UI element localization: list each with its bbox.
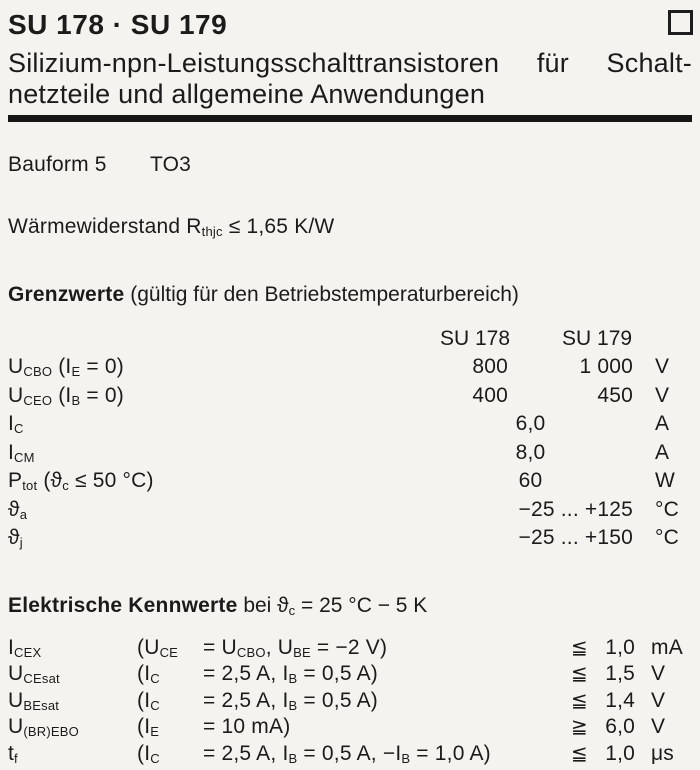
value-shared: 8,0 (515, 440, 546, 464)
table-row (8, 496, 692, 525)
subscript: CBO (23, 363, 53, 379)
subscript: CBO (236, 644, 266, 660)
row-unit: A (655, 440, 670, 464)
subscript: j (19, 534, 23, 550)
subscript: a (19, 506, 28, 522)
subscript: c (62, 477, 69, 493)
limits-heading-rest: (gültig für den Betriebstemperaturbereich) (130, 283, 519, 306)
value-shared: −25 ... +150 (518, 526, 633, 549)
table-row (8, 661, 692, 688)
row-value: 1,0 (605, 741, 635, 765)
subscript: CM (14, 449, 35, 465)
relation-sign: ≦ (571, 636, 588, 659)
subscript: B (71, 392, 81, 408)
package-value: TO3 (150, 153, 192, 176)
subscript: CEO (23, 392, 53, 408)
row-unit: °C (655, 497, 679, 521)
row-symbol: $I_C$ (8, 412, 24, 436)
condition-symbol: ($I_E$ (137, 715, 160, 740)
subscript: E (150, 724, 160, 740)
characteristics-section-heading (8, 594, 692, 618)
column-header-su178: SU 178 (440, 327, 511, 350)
row-unit: °C (655, 526, 679, 549)
subscript: C (150, 750, 160, 766)
row-symbol: $ϑ_j$ (8, 526, 23, 550)
limits-column-headers (8, 327, 692, 351)
row-value: 1,0 (605, 635, 635, 659)
subscript: B (288, 670, 298, 686)
row-symbol: $t_f$ (8, 741, 18, 766)
table-row (8, 524, 692, 553)
subscript: c (288, 602, 296, 618)
subscript: CEsat (23, 670, 60, 686)
row-unit: V (655, 355, 670, 378)
relation-sign: ≦ (571, 663, 588, 686)
row-unit: mA (651, 635, 683, 659)
characteristics-heading-bold: Elektrische Kennwerte (8, 593, 238, 617)
table-row (8, 741, 692, 768)
row-value: 6,0 (605, 715, 635, 739)
condition-values: = 2,5 A, $I_B = 0,5$ A) (203, 662, 378, 686)
limits-section-heading (8, 283, 692, 307)
row-symbol: $I_{CM}$ (8, 440, 35, 465)
limits-heading-bold: Grenzwerte (8, 283, 125, 306)
horizontal-rule (8, 115, 692, 122)
subscript: C (150, 670, 160, 686)
subscript: thjc (201, 223, 223, 239)
table-row (8, 688, 692, 715)
row-value: 1,5 (605, 662, 635, 686)
relation-sign: ≦ (571, 742, 588, 765)
page-title: SU 178 · SU 179 (8, 9, 228, 40)
subscript: B (288, 750, 298, 766)
condition-values: = 10 mA) (203, 715, 291, 739)
row-unit: μs (651, 741, 674, 765)
table-row (8, 439, 692, 468)
subscript: (BR)EBO (23, 724, 80, 740)
table-row (8, 353, 692, 382)
value-su178: 800 (472, 355, 508, 378)
relation-sign: ≧ (571, 716, 588, 739)
row-symbol: $ϑ_a$ (8, 497, 28, 522)
subtitle-line-1: Silizium-npn-Leistungsschalttransistoren für Schalt- (8, 48, 692, 78)
row-symbol: $P_{tot}$ ($ϑ_c \le 50$ °C) (8, 469, 154, 493)
subscript: C (14, 420, 24, 436)
package-label: Bauform 5 (8, 153, 107, 176)
table-row (8, 714, 692, 741)
characteristics-heading-rest: bei $ϑ_c = 25$ °C − 5 K (243, 593, 428, 618)
row-symbol: $U_{CBO}$ $(I_E = 0)$ (8, 355, 124, 379)
column-header-su179: SU 179 (562, 327, 633, 350)
table-row (8, 410, 692, 439)
row-unit: V (651, 688, 666, 712)
row-value: 1,4 (605, 688, 635, 712)
thermal-resistance-line: Wärmewiderstand $R_{thjc} \le 1,65$ K/W (8, 215, 335, 239)
condition-symbol: ($I_C$ (137, 741, 160, 766)
table-row (8, 382, 692, 411)
subscript: BE (293, 644, 311, 660)
condition-values: = 2,5 A, $I_B = 0,5$ A, $-I_B = 1,0$ A) (203, 741, 491, 766)
subscript: tot (22, 477, 38, 493)
value-shared: 60 (518, 469, 543, 492)
row-unit: V (655, 383, 670, 407)
table-row (8, 635, 692, 662)
subscript: BEsat (23, 697, 60, 713)
limits-table-body (8, 353, 692, 553)
subscript: f (14, 750, 18, 766)
condition-symbol: ($I_C$ (137, 688, 160, 713)
row-symbol: $U_{BEsat}$ (8, 688, 60, 713)
subtitle-line-2: netzteile und allgemeine Anwendungen (8, 79, 486, 109)
value-su179: 1 000 (579, 355, 633, 378)
row-unit: V (651, 662, 666, 686)
row-unit: V (651, 715, 666, 739)
condition-symbol: ($I_C$ (137, 662, 160, 686)
characteristics-table-body (8, 635, 692, 768)
value-su179: 450 (597, 383, 633, 407)
row-symbol: $I_{CEX}$ (8, 635, 42, 660)
value-shared: −25 ... +125 (518, 497, 633, 521)
subscript: B (288, 697, 298, 713)
value-su178: 400 (472, 383, 508, 407)
row-symbol: $U_{CEsat}$ (8, 662, 60, 686)
relation-sign: ≦ (571, 689, 588, 712)
value-shared: 6,0 (515, 412, 546, 435)
square-outline-icon (668, 10, 693, 35)
page-subtitle (8, 48, 692, 110)
package-line (8, 153, 692, 177)
table-row (8, 467, 692, 496)
subscript: B (401, 750, 411, 766)
subscript: CEX (14, 644, 42, 660)
row-symbol: $U_{(BR)EBO}$ (8, 715, 80, 740)
condition-symbol: ($U_{CE}$ (137, 635, 179, 660)
condition-values: = $U_{CBO}$, $U_{BE} = -2$ V) (203, 635, 388, 660)
row-symbol: $U_{CEO}$ $(I_B = 0)$ (8, 383, 124, 408)
condition-values: = 2,5 A, $I_B = 0,5$ A) (203, 688, 378, 713)
row-unit: W (655, 469, 676, 492)
subscript: CE (159, 644, 179, 660)
subscript: E (71, 363, 81, 379)
subscript: C (150, 697, 160, 713)
row-unit: A (655, 412, 670, 435)
